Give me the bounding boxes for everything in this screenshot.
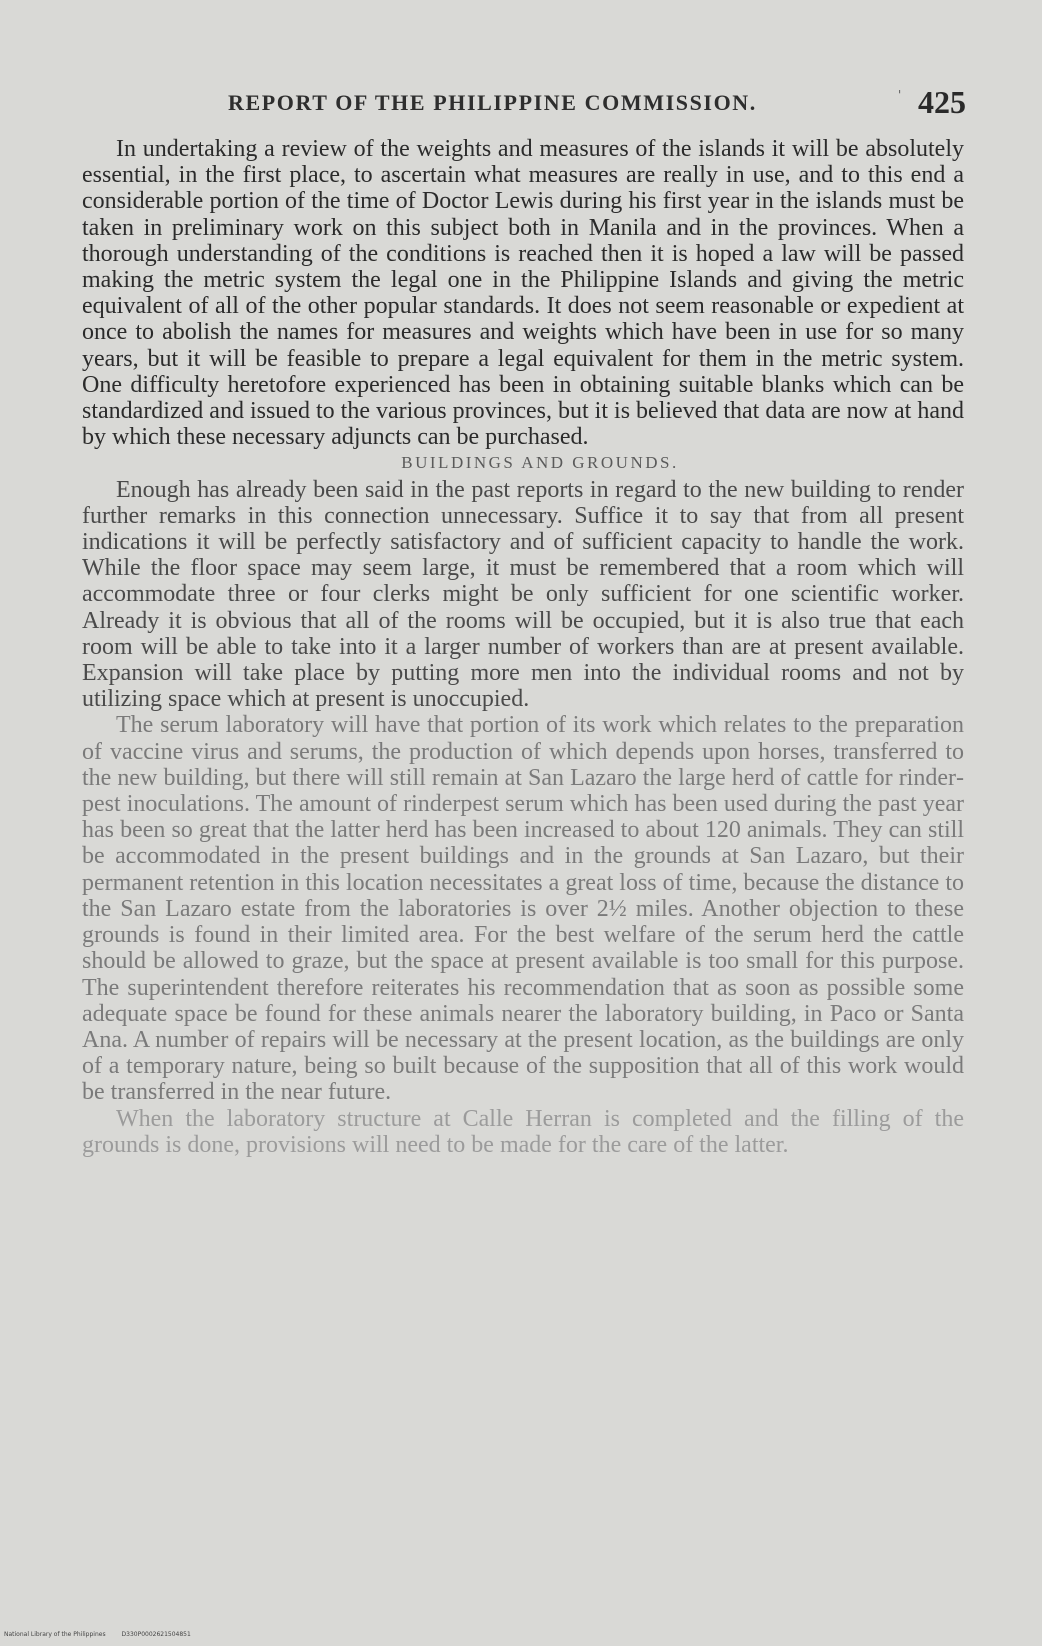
footer-library: National Library of the Philippines (4, 1631, 106, 1638)
margin-mark: ' (898, 88, 902, 102)
page-body (82, 136, 964, 1158)
running-head: REPORT OF THE PHILIPPINE COMMISSION. (228, 90, 757, 115)
paragraph-new-building: Enough has already been said in the past reports in regard to the new building to render further remarks in this connection unnecessary. Suffice it to say that from all present indications it will be perfectly satisfactory and of sufficient capacity to handle the work. While the floor space may seem large, it must be remembered that a room which will accommodate three or four clerks might be only sufficient for one scientific worker. Already it is obvious that all of the rooms will be occupied, but it is also true that each room will be able to take into it a larger number of workers than are at present available. Expansion will take place by putting more men into the individual rooms and not by utilizing space which at present is unoccupied. (82, 476, 964, 713)
footer-code: D330P0002621504851 (121, 1631, 191, 1638)
paragraph-serum-laboratory: The serum laboratory will have that portion of its work which relates to the preparation of vaccine virus and serums, the production of which depends upon horses, transferred to the new building, but there will still remain at San Lazaro the large herd of cattle for rinderpest inoculations. The amount of rinderpest serum which has been used during the past year has been so great that the latter herd has been increased to about 120 animals. They can still be accommodated in the present buildings and in the grounds at San Lazaro, but their permanent retention in this location necessitates a great loss of time, because the distance to the San Lazaro estate from the laboratories is over 2½ miles. Another objection to these grounds is found in their limited area. For the best welfare of the serum herd the cattle should be allowed to graze, but the space at present available is too small for this purpose. The superintendent therefore reiterates his recommendation that as soon as possible some adequate space be found for these animals nearer the laboratory building, in Paco or Santa Ana. A number of repairs will be necessary at the present location, as the buildings are only of a temporary nature, being so built because of the supposition that all of this work would be transferred in the near future. (82, 712, 964, 1106)
scan-footer (4, 1631, 205, 1638)
paragraph-calle-herran: When the laboratory structure at Calle Herran is completed and the filling of the grounds is done, provisions will need to be made for the care of the latter. (82, 1105, 964, 1158)
page-number: 425 (918, 84, 966, 120)
paragraph-weights-measures: In undertaking a review of the weights and measures of the islands it will be absolutely essential, in the first place, to ascertain what measures are really in use, and to this end a considerable portion of the time of Doctor Lewis during his first year in the islands must be taken in preliminary work on this subject both in Manila and in the provinces. When a thorough understanding of the conditions is reached then it is hoped a law will be passed making the metric system the legal one in the Philippine Islands and giving the metric equivalent of all of the other popular standards. It does not seem reasonable or expedient at once to abolish the names for measures and weights which have been in use for so many years, but it will be feasible to prepare a legal equivalent for them in the metric system. One difficulty heretofore experienced has been in obtaining suitable blanks which can be standardized and issued to the various provinces, but it is believed that data are now at hand by which these necessary adjuncts can be purchased. (82, 136, 964, 451)
page-header (0, 84, 1042, 126)
section-heading: BUILDINGS AND GROUNDS. (401, 453, 679, 473)
